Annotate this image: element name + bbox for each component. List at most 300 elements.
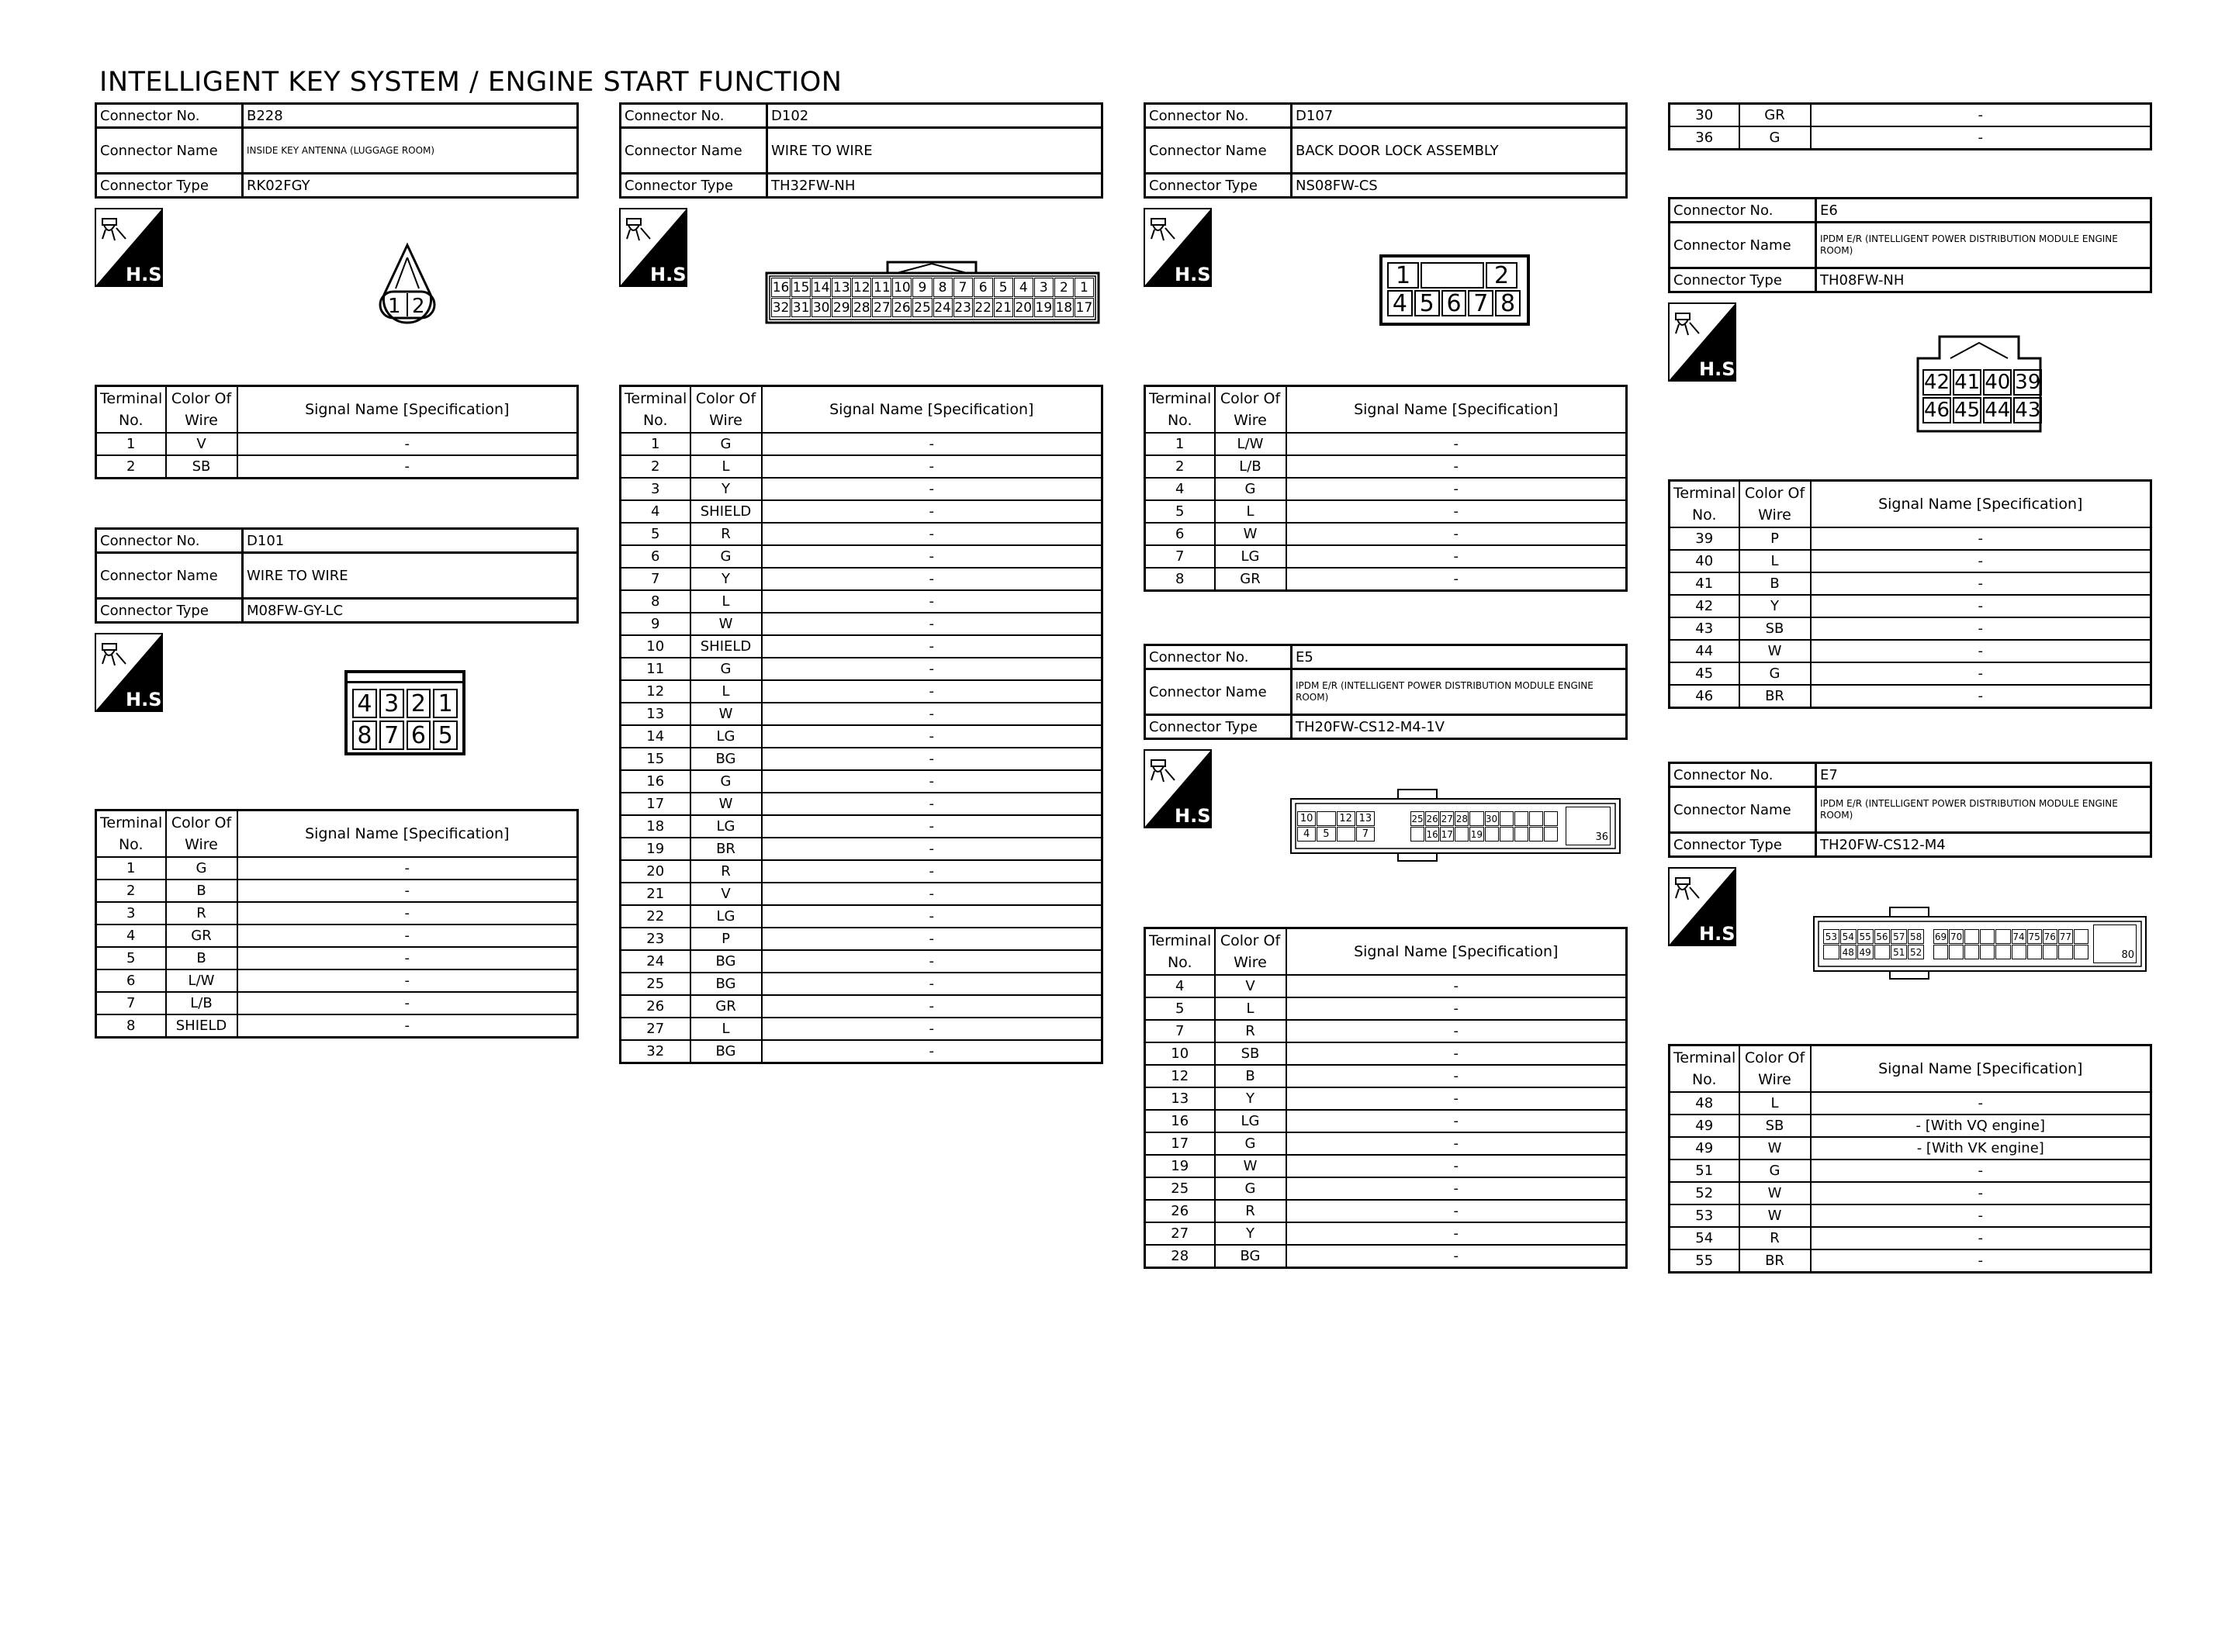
signal-name: - xyxy=(762,568,1102,590)
connector-pin xyxy=(1544,811,1558,826)
signal-name: - xyxy=(762,500,1102,523)
terminal-no: 2 xyxy=(621,455,690,478)
signal-name: - xyxy=(1286,1155,1627,1177)
connector-pin: 30 xyxy=(812,298,831,317)
signal-name-header: Signal Name [Specification] xyxy=(1811,1045,2151,1093)
terminal-no: 6 xyxy=(96,969,166,992)
terminal-no: 32 xyxy=(621,1040,690,1063)
signal-name: - xyxy=(1286,1222,1627,1245)
signal-name: - [With VK engine] xyxy=(1811,1137,2151,1160)
connector-pin: 17 xyxy=(1075,298,1094,317)
terminal-row xyxy=(96,455,578,479)
wire-color: P xyxy=(1739,527,1811,550)
connector-pin: 21 xyxy=(994,298,1013,317)
terminal-row xyxy=(621,725,1102,748)
connector-pin: 53 xyxy=(1823,929,1839,944)
signal-name: - xyxy=(762,433,1102,455)
wire-color: Y xyxy=(1739,595,1811,617)
terminal-row xyxy=(1145,1177,1627,1200)
signal-name: - xyxy=(237,857,578,880)
signal-name: - xyxy=(1811,1227,2151,1249)
wire-color: LG xyxy=(690,905,762,928)
terminal-row xyxy=(621,1040,1102,1063)
terminal-no: 25 xyxy=(621,973,690,995)
connector-pin: 75 xyxy=(2027,929,2042,944)
signal-name: - xyxy=(1811,662,2151,685)
terminal-no-header: Terminal No. xyxy=(1145,386,1215,434)
terminal-no: 16 xyxy=(621,770,690,793)
harness-side-icon xyxy=(95,208,169,287)
connector-name-value: IPDM E/R (INTELLIGENT POWER DISTRIBUTION MODULE ENGINE ROOM) xyxy=(1292,669,1627,715)
terminal-no: 16 xyxy=(1145,1110,1215,1132)
terminal-row xyxy=(621,478,1102,500)
connector-pin xyxy=(2074,945,2088,959)
wire-color: W xyxy=(1215,1155,1286,1177)
connector-e7-terminals xyxy=(1668,1044,2152,1274)
terminal-no: 52 xyxy=(1670,1182,1739,1204)
connector-no-label: Connector No. xyxy=(1670,199,1816,223)
terminal-no: 1 xyxy=(1145,433,1215,455)
connector-name-value: WIRE TO WIRE xyxy=(243,553,578,599)
terminal-row xyxy=(621,838,1102,860)
wire-color: W xyxy=(1739,1137,1811,1160)
terminal-row xyxy=(1145,568,1627,591)
terminal-no: 1 xyxy=(96,857,166,880)
signal-name: - xyxy=(1286,975,1627,997)
terminal-no: 17 xyxy=(1145,1132,1215,1155)
signal-name: - xyxy=(762,478,1102,500)
terminal-no: 4 xyxy=(1145,975,1215,997)
connector-pin: 30 xyxy=(1485,811,1499,826)
wire-color: W xyxy=(1215,523,1286,545)
svg-text:H.S.: H.S. xyxy=(1699,358,1742,380)
connector-name-value: IPDM E/R (INTELLIGENT POWER DISTRIBUTION MODULE ENGINE ROOM) xyxy=(1816,223,2151,268)
terminal-row xyxy=(96,947,578,969)
terminal-no: 10 xyxy=(621,635,690,658)
signal-name: - xyxy=(762,703,1102,725)
terminal-no: 21 xyxy=(621,883,690,905)
connector-pin: 2 xyxy=(407,689,431,718)
connector-pin xyxy=(1455,827,1469,842)
signal-name-header: Signal Name [Specification] xyxy=(237,386,578,434)
svg-text:2: 2 xyxy=(412,295,425,318)
connector-pin: 10 xyxy=(892,278,912,297)
connector-pin xyxy=(1529,811,1543,826)
signal-name-header: Signal Name [Specification] xyxy=(1811,481,2151,528)
signal-name: - xyxy=(1811,126,2151,150)
wire-color: W xyxy=(690,703,762,725)
connector-pin: 13 xyxy=(832,278,851,297)
wire-color: SB xyxy=(166,455,237,479)
harness-side-icon xyxy=(95,633,169,712)
terminal-no: 6 xyxy=(621,545,690,568)
wire-color: LG xyxy=(1215,1110,1286,1132)
signal-name: - xyxy=(762,1040,1102,1063)
terminal-no: 7 xyxy=(621,568,690,590)
connector-pin: 6 xyxy=(1441,290,1467,316)
terminal-row xyxy=(1145,478,1627,500)
wire-color: G xyxy=(1215,478,1286,500)
signal-name: - xyxy=(1286,455,1627,478)
terminal-row xyxy=(1670,1137,2151,1160)
terminal-no: 12 xyxy=(1145,1065,1215,1087)
signal-name: - xyxy=(1811,685,2151,708)
harness-side-icon xyxy=(1668,867,1742,946)
terminal-row xyxy=(621,860,1102,883)
terminal-no: 7 xyxy=(96,992,166,1014)
signal-name: - xyxy=(1286,433,1627,455)
terminal-no: 2 xyxy=(96,455,166,479)
signal-name: - xyxy=(237,969,578,992)
connector-name-label: Connector Name xyxy=(621,128,767,174)
terminal-row xyxy=(1145,1020,1627,1042)
connector-pin: 27 xyxy=(1440,811,1454,826)
connector-pin: 4 xyxy=(1387,290,1413,316)
connector-type-value: TH32FW-NH xyxy=(767,174,1102,198)
terminal-row xyxy=(96,902,578,924)
connector-no-value: E7 xyxy=(1816,763,2151,787)
connector-pin: 6 xyxy=(407,721,431,750)
signal-name-header: Signal Name [Specification] xyxy=(1286,386,1627,434)
wire-color: W xyxy=(1739,640,1811,662)
connector-pin: 32 xyxy=(771,298,791,317)
signal-name: - xyxy=(1286,1087,1627,1110)
connector-pin: 5 xyxy=(994,278,1013,297)
connector-no-value: E6 xyxy=(1816,199,2151,223)
connector-d107-header xyxy=(1144,102,1628,199)
wire-color: L xyxy=(690,1018,762,1040)
signal-name: - xyxy=(762,838,1102,860)
signal-name: - xyxy=(1811,527,2151,550)
terminal-row xyxy=(96,1014,578,1038)
connector-pin: 77 xyxy=(2058,929,2073,944)
terminal-no: 8 xyxy=(96,1014,166,1038)
connector-pin xyxy=(1933,945,1948,959)
terminal-row xyxy=(621,703,1102,725)
terminal-row xyxy=(1145,500,1627,523)
connector-pin: 44 xyxy=(1985,399,2011,422)
terminal-no: 48 xyxy=(1670,1092,1739,1115)
connector-d102-header xyxy=(619,102,1103,199)
connector-pin: 8 xyxy=(933,278,953,297)
wire-color: SB xyxy=(1739,617,1811,640)
terminal-no: 5 xyxy=(1145,500,1215,523)
wire-color: P xyxy=(690,928,762,950)
terminal-row xyxy=(96,433,578,455)
connector-type-value: TH20FW-CS12-M4 xyxy=(1816,833,2151,857)
connector-d101-face xyxy=(344,670,465,755)
terminal-no: 49 xyxy=(1670,1115,1739,1137)
wire-color: R xyxy=(690,860,762,883)
connector-pin xyxy=(1544,827,1558,842)
terminal-row xyxy=(1145,1087,1627,1110)
connector-pin: 54 xyxy=(1840,929,1857,944)
connector-no-value: D102 xyxy=(767,104,1102,128)
connector-pin xyxy=(1964,929,1979,944)
connector-pin xyxy=(1410,827,1424,842)
wire-color: LG xyxy=(690,815,762,838)
connector-pin: 15 xyxy=(791,278,811,297)
wire-color: G xyxy=(690,770,762,793)
signal-name: - xyxy=(1286,1245,1627,1268)
terminal-row xyxy=(1670,126,2151,150)
connector-d107-terminals xyxy=(1144,385,1628,592)
terminal-no: 45 xyxy=(1670,662,1739,685)
terminal-row xyxy=(1670,617,2151,640)
wire-color: BG xyxy=(690,748,762,770)
connector-pin: 5 xyxy=(1317,827,1335,842)
wire-color: L xyxy=(1739,1092,1811,1115)
terminal-row xyxy=(1145,545,1627,568)
terminal-no: 3 xyxy=(621,478,690,500)
connector-pin xyxy=(2012,945,2026,959)
terminal-no: 13 xyxy=(1145,1087,1215,1110)
wire-color: SB xyxy=(1215,1042,1286,1065)
terminal-no: 4 xyxy=(621,500,690,523)
connector-d102-face xyxy=(765,253,1100,324)
wire-color: SHIELD xyxy=(690,635,762,658)
wire-color: L xyxy=(1215,997,1286,1020)
terminal-no: 51 xyxy=(1670,1160,1739,1182)
connector-type-value: TH20FW-CS12-M4-1V xyxy=(1292,715,1627,739)
signal-name: - xyxy=(1286,545,1627,568)
terminal-no: 36 xyxy=(1670,126,1739,150)
connector-pin: 26 xyxy=(892,298,912,317)
connector-pin: 31 xyxy=(791,298,811,317)
connector-no-label: Connector No. xyxy=(1670,763,1816,787)
wire-color: R xyxy=(166,902,237,924)
terminal-row xyxy=(1145,1200,1627,1222)
terminal-row xyxy=(621,455,1102,478)
connector-pin xyxy=(1421,262,1484,289)
terminal-no-header: Terminal No. xyxy=(1670,481,1739,528)
connector-e6-continuation xyxy=(1668,102,2152,150)
terminal-row xyxy=(1670,572,2151,595)
terminal-row xyxy=(621,995,1102,1018)
signal-name: - xyxy=(762,860,1102,883)
wire-color-header: Color Of Wire xyxy=(1215,386,1286,434)
connector-type-value: TH08FW-NH xyxy=(1816,268,2151,292)
connector-pin xyxy=(1485,827,1499,842)
connector-pin: 56 xyxy=(1874,929,1891,944)
signal-name: - xyxy=(1811,1160,2151,1182)
terminal-row xyxy=(96,969,578,992)
terminal-no-header: Terminal No. xyxy=(621,386,690,434)
terminal-no: 13 xyxy=(621,703,690,725)
connector-pin: 4 xyxy=(352,689,377,718)
signal-name: - xyxy=(1811,1204,2151,1227)
connector-e5-header xyxy=(1144,644,1628,740)
connector-name-value: WIRE TO WIRE xyxy=(767,128,1102,174)
svg-text:H.S.: H.S. xyxy=(1175,264,1218,285)
terminal-row xyxy=(1670,550,2151,572)
connector-pin: 28 xyxy=(852,298,871,317)
wire-color-header: Color Of Wire xyxy=(1215,928,1286,976)
wire-color: BR xyxy=(690,838,762,860)
connector-type-label: Connector Type xyxy=(96,174,243,198)
signal-name: - xyxy=(1811,572,2151,595)
connector-no-label: Connector No. xyxy=(1145,645,1292,669)
terminal-row xyxy=(1145,433,1627,455)
wire-color: SB xyxy=(1739,1115,1811,1137)
wire-color: Y xyxy=(690,568,762,590)
signal-name: - xyxy=(762,725,1102,748)
signal-name: - xyxy=(1286,568,1627,591)
terminal-no: 41 xyxy=(1670,572,1739,595)
signal-name: - xyxy=(237,902,578,924)
wire-color: BG xyxy=(690,973,762,995)
harness-side-icon xyxy=(1144,208,1218,287)
terminal-no: 1 xyxy=(621,433,690,455)
terminal-no-header: Terminal No. xyxy=(1670,1045,1739,1093)
signal-name: - xyxy=(1811,1182,2151,1204)
connector-pin xyxy=(1995,929,2010,944)
svg-text:H.S.: H.S. xyxy=(126,264,169,285)
terminal-no: 54 xyxy=(1670,1227,1739,1249)
terminal-row xyxy=(1145,1065,1627,1087)
connector-pin: 12 xyxy=(852,278,871,297)
terminal-row xyxy=(1145,523,1627,545)
wire-color: Y xyxy=(690,478,762,500)
connector-pin xyxy=(1995,945,2010,959)
connector-pin: 6 xyxy=(974,278,993,297)
terminal-row xyxy=(621,500,1102,523)
svg-text:H.S.: H.S. xyxy=(1175,805,1218,827)
terminal-row xyxy=(621,1018,1102,1040)
connector-pin xyxy=(1949,945,1964,959)
connector-name-value: INSIDE KEY ANTENNA (LUGGAGE ROOM) xyxy=(243,128,578,174)
terminal-no: 42 xyxy=(1670,595,1739,617)
terminal-no: 8 xyxy=(1145,568,1215,591)
signal-name: - xyxy=(237,924,578,947)
signal-name-header: Signal Name [Specification] xyxy=(1286,928,1627,976)
connector-pin: 40 xyxy=(1985,371,2011,394)
connector-pin: 39 xyxy=(2015,371,2041,394)
connector-pin: 7 xyxy=(953,278,973,297)
connector-pin: 28 xyxy=(1455,811,1469,826)
connector-b228-terminals xyxy=(95,385,579,479)
connector-no-label: Connector No. xyxy=(96,104,243,128)
signal-name: - xyxy=(1811,640,2151,662)
terminal-no: 4 xyxy=(96,924,166,947)
connector-name-value: BACK DOOR LOCK ASSEMBLY xyxy=(1292,128,1627,174)
terminal-no: 26 xyxy=(621,995,690,1018)
signal-name: - xyxy=(1811,1092,2151,1115)
connector-type-label: Connector Type xyxy=(1670,268,1816,292)
harness-side-icon xyxy=(1144,749,1218,828)
connector-pin: 4 xyxy=(1014,278,1033,297)
signal-name-header: Signal Name [Specification] xyxy=(237,810,578,858)
terminal-no: 39 xyxy=(1670,527,1739,550)
connector-e6-face xyxy=(1916,335,2042,433)
connector-pin: 4 xyxy=(1297,827,1316,842)
terminal-no: 19 xyxy=(621,838,690,860)
signal-name: - xyxy=(237,992,578,1014)
wire-color: L xyxy=(690,590,762,613)
connector-pin: 2 xyxy=(1486,262,1517,289)
connector-pin: 8 xyxy=(352,721,377,750)
connector-no-label: Connector No. xyxy=(96,529,243,553)
terminal-row xyxy=(621,680,1102,703)
connector-pin: 42 xyxy=(1924,371,1950,394)
terminal-no: 10 xyxy=(1145,1042,1215,1065)
terminal-row xyxy=(1670,1182,2151,1204)
terminal-no: 17 xyxy=(621,793,690,815)
wire-color-header: Color Of Wire xyxy=(1739,1045,1811,1093)
connector-pin: 1 xyxy=(433,689,458,718)
terminal-row xyxy=(1670,662,2151,685)
signal-name: - xyxy=(1286,500,1627,523)
connector-pin xyxy=(1500,827,1514,842)
wire-color: BG xyxy=(1215,1245,1286,1268)
wire-color: GR xyxy=(1739,104,1811,127)
terminal-no: 46 xyxy=(1670,685,1739,708)
connector-pin: 25 xyxy=(1410,811,1424,826)
connector-type-value: RK02FGY xyxy=(243,174,578,198)
signal-name: - xyxy=(762,523,1102,545)
connector-pin: 16 xyxy=(1425,827,1439,842)
connector-pin: 19 xyxy=(1469,827,1483,842)
wire-color-header: Color Of Wire xyxy=(166,810,237,858)
connector-pin: 29 xyxy=(832,298,851,317)
terminal-row xyxy=(1145,1245,1627,1268)
terminal-no: 18 xyxy=(621,815,690,838)
terminal-row xyxy=(1670,1227,2151,1249)
signal-name: - xyxy=(1811,550,2151,572)
terminal-no: 7 xyxy=(1145,1020,1215,1042)
wire-color: Y xyxy=(1215,1087,1286,1110)
wire-color: L/B xyxy=(166,992,237,1014)
terminal-no: 5 xyxy=(1145,997,1215,1020)
terminal-no: 11 xyxy=(621,658,690,680)
wire-color: BR xyxy=(1739,685,1811,708)
terminal-row xyxy=(96,924,578,947)
signal-name: - xyxy=(237,1014,578,1038)
signal-name: - xyxy=(1811,617,2151,640)
terminal-row xyxy=(1145,997,1627,1020)
svg-text:H.S.: H.S. xyxy=(126,689,169,710)
connector-no-value: B228 xyxy=(243,104,578,128)
terminal-no: 20 xyxy=(621,860,690,883)
wire-color: G xyxy=(1215,1132,1286,1155)
terminal-no-header: Terminal No. xyxy=(1145,928,1215,976)
wire-color: L xyxy=(1739,550,1811,572)
terminal-row xyxy=(1670,1204,2151,1227)
signal-name: - [With VQ engine] xyxy=(1811,1115,2151,1137)
wire-color: BG xyxy=(690,950,762,973)
terminal-row xyxy=(96,992,578,1014)
wire-color: W xyxy=(1739,1182,1811,1204)
connector-pin: 20 xyxy=(1014,298,1033,317)
terminal-row xyxy=(621,658,1102,680)
wire-color: BR xyxy=(1739,1249,1811,1273)
wire-color: W xyxy=(690,613,762,635)
connector-pin: 57 xyxy=(1891,929,1907,944)
connector-no-value: D107 xyxy=(1292,104,1627,128)
connector-e6-terminals xyxy=(1668,479,2152,709)
terminal-row xyxy=(621,568,1102,590)
terminal-no-header: Terminal No. xyxy=(96,810,166,858)
connector-pin: 10 xyxy=(1297,811,1316,826)
terminal-row xyxy=(1670,527,2151,550)
connector-pin: 74 xyxy=(2012,929,2026,944)
connector-pin xyxy=(1469,811,1483,826)
terminal-no-header: Terminal No. xyxy=(96,386,166,434)
terminal-row xyxy=(1145,975,1627,997)
connector-pin: 16 xyxy=(771,278,791,297)
signal-name: - xyxy=(1286,1065,1627,1087)
connector-pin xyxy=(2074,929,2088,944)
